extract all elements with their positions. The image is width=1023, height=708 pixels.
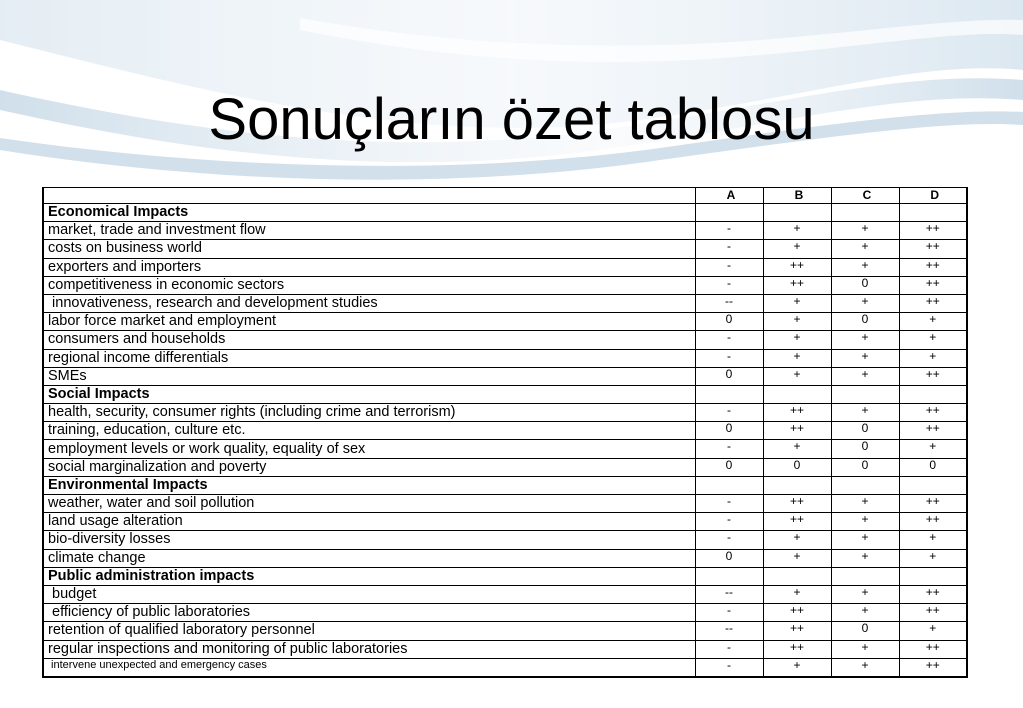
table-row bbox=[43, 604, 967, 622]
value-cell-d: ++ bbox=[899, 658, 967, 677]
table-header-row bbox=[43, 188, 967, 204]
value-cell-b: + bbox=[763, 240, 831, 258]
value-cell-c: 0 bbox=[831, 458, 899, 476]
value-cell-c bbox=[831, 567, 899, 585]
value-cell-b bbox=[763, 204, 831, 222]
value-cell-d: + bbox=[899, 313, 967, 331]
table-row bbox=[43, 440, 967, 458]
value-cell-a: - bbox=[695, 331, 763, 349]
value-cell-d bbox=[899, 385, 967, 403]
value-cell-a: - bbox=[695, 349, 763, 367]
row-label: market, trade and investment flow bbox=[43, 222, 695, 240]
row-label: competitiveness in economic sectors bbox=[43, 276, 695, 294]
value-cell-b: ++ bbox=[763, 513, 831, 531]
value-cell-d: + bbox=[899, 622, 967, 640]
table-row bbox=[43, 367, 967, 385]
value-cell-b: + bbox=[763, 549, 831, 567]
table-row bbox=[43, 222, 967, 240]
section-header-row bbox=[43, 385, 967, 403]
value-cell-a: 0 bbox=[695, 313, 763, 331]
value-cell-d bbox=[899, 476, 967, 494]
section-header-row bbox=[43, 204, 967, 222]
row-label: efficiency of public laboratories bbox=[43, 604, 695, 622]
value-cell-c bbox=[831, 204, 899, 222]
value-cell-c: + bbox=[831, 531, 899, 549]
row-label: bio-diversity losses bbox=[43, 531, 695, 549]
value-cell-c: + bbox=[831, 367, 899, 385]
row-label: consumers and households bbox=[43, 331, 695, 349]
table-row bbox=[43, 513, 967, 531]
value-cell-c: + bbox=[831, 258, 899, 276]
value-cell-c: + bbox=[831, 640, 899, 658]
row-label: labor force market and employment bbox=[43, 313, 695, 331]
header-col-c: C bbox=[831, 188, 899, 204]
value-cell-c bbox=[831, 385, 899, 403]
impact-summary-table bbox=[42, 187, 968, 678]
row-label: budget bbox=[43, 585, 695, 603]
value-cell-b: + bbox=[763, 349, 831, 367]
value-cell-b: + bbox=[763, 294, 831, 312]
row-label: land usage alteration bbox=[43, 513, 695, 531]
value-cell-b: + bbox=[763, 331, 831, 349]
value-cell-a: - bbox=[695, 404, 763, 422]
section-label: Social Impacts bbox=[43, 385, 695, 403]
header-col-a: A bbox=[695, 188, 763, 204]
value-cell-a bbox=[695, 385, 763, 403]
value-cell-d: + bbox=[899, 549, 967, 567]
value-cell-b: ++ bbox=[763, 258, 831, 276]
value-cell-a bbox=[695, 567, 763, 585]
value-cell-d: ++ bbox=[899, 367, 967, 385]
value-cell-b bbox=[763, 567, 831, 585]
value-cell-d: ++ bbox=[899, 276, 967, 294]
table-row bbox=[43, 640, 967, 658]
value-cell-b: ++ bbox=[763, 604, 831, 622]
value-cell-d: ++ bbox=[899, 585, 967, 603]
value-cell-a: - bbox=[695, 640, 763, 658]
header-col-b: B bbox=[763, 188, 831, 204]
value-cell-b: ++ bbox=[763, 422, 831, 440]
row-label: exporters and importers bbox=[43, 258, 695, 276]
value-cell-d: ++ bbox=[899, 258, 967, 276]
table-row bbox=[43, 240, 967, 258]
value-cell-a: - bbox=[695, 240, 763, 258]
value-cell-a: 0 bbox=[695, 458, 763, 476]
value-cell-d bbox=[899, 204, 967, 222]
row-label: weather, water and soil pollution bbox=[43, 495, 695, 513]
value-cell-a: - bbox=[695, 440, 763, 458]
value-cell-b: ++ bbox=[763, 404, 831, 422]
table-row bbox=[43, 549, 967, 567]
value-cell-c: 0 bbox=[831, 313, 899, 331]
value-cell-b: ++ bbox=[763, 276, 831, 294]
value-cell-d: ++ bbox=[899, 240, 967, 258]
header-blank-cell bbox=[43, 188, 695, 204]
table-row bbox=[43, 276, 967, 294]
row-label: regional income differentials bbox=[43, 349, 695, 367]
value-cell-b: + bbox=[763, 585, 831, 603]
value-cell-c: 0 bbox=[831, 422, 899, 440]
value-cell-d: ++ bbox=[899, 495, 967, 513]
value-cell-d: ++ bbox=[899, 640, 967, 658]
row-label: social marginalization and poverty bbox=[43, 458, 695, 476]
value-cell-b bbox=[763, 385, 831, 403]
value-cell-a: - bbox=[695, 658, 763, 677]
table-row bbox=[43, 422, 967, 440]
value-cell-a: 0 bbox=[695, 549, 763, 567]
value-cell-d: ++ bbox=[899, 604, 967, 622]
row-label: innovativeness, research and development studies bbox=[43, 294, 695, 312]
value-cell-c: 0 bbox=[831, 440, 899, 458]
section-header-row bbox=[43, 476, 967, 494]
value-cell-b: + bbox=[763, 367, 831, 385]
row-label: SMEs bbox=[43, 367, 695, 385]
value-cell-d: ++ bbox=[899, 422, 967, 440]
table-row bbox=[43, 331, 967, 349]
section-label: Public administration impacts bbox=[43, 567, 695, 585]
value-cell-b: + bbox=[763, 658, 831, 677]
value-cell-b: + bbox=[763, 531, 831, 549]
value-cell-b: + bbox=[763, 440, 831, 458]
table-row bbox=[43, 531, 967, 549]
row-label: retention of qualified laboratory personnel bbox=[43, 622, 695, 640]
value-cell-c: + bbox=[831, 240, 899, 258]
value-cell-d bbox=[899, 567, 967, 585]
value-cell-a: - bbox=[695, 604, 763, 622]
value-cell-a: - bbox=[695, 495, 763, 513]
value-cell-d: 0 bbox=[899, 458, 967, 476]
section-label: Environmental Impacts bbox=[43, 476, 695, 494]
value-cell-c: + bbox=[831, 549, 899, 567]
value-cell-c: 0 bbox=[831, 276, 899, 294]
table-row bbox=[43, 658, 967, 677]
row-label: regular inspections and monitoring of public laboratories bbox=[43, 640, 695, 658]
table-row bbox=[43, 622, 967, 640]
row-label: intervene unexpected and emergency cases bbox=[43, 658, 695, 677]
value-cell-d: ++ bbox=[899, 513, 967, 531]
value-cell-a: 0 bbox=[695, 422, 763, 440]
value-cell-b: ++ bbox=[763, 622, 831, 640]
value-cell-c: + bbox=[831, 658, 899, 677]
section-header-row bbox=[43, 567, 967, 585]
value-cell-a: - bbox=[695, 531, 763, 549]
value-cell-a: -- bbox=[695, 294, 763, 312]
value-cell-c: + bbox=[831, 513, 899, 531]
value-cell-a: 0 bbox=[695, 367, 763, 385]
value-cell-b: + bbox=[763, 313, 831, 331]
header-col-d: D bbox=[899, 188, 967, 204]
value-cell-c: + bbox=[831, 604, 899, 622]
table-row bbox=[43, 258, 967, 276]
value-cell-a: - bbox=[695, 258, 763, 276]
value-cell-c: + bbox=[831, 585, 899, 603]
value-cell-c bbox=[831, 476, 899, 494]
value-cell-b: + bbox=[763, 222, 831, 240]
value-cell-b bbox=[763, 476, 831, 494]
slide-title: Sonuçların özet tablosu bbox=[208, 87, 815, 152]
value-cell-a: - bbox=[695, 222, 763, 240]
value-cell-a: - bbox=[695, 513, 763, 531]
value-cell-a: -- bbox=[695, 622, 763, 640]
table-row bbox=[43, 404, 967, 422]
value-cell-c: + bbox=[831, 495, 899, 513]
value-cell-d: + bbox=[899, 331, 967, 349]
table-row bbox=[43, 458, 967, 476]
table-row bbox=[43, 294, 967, 312]
value-cell-c: + bbox=[831, 294, 899, 312]
table-row bbox=[43, 495, 967, 513]
value-cell-a: - bbox=[695, 276, 763, 294]
value-cell-d: + bbox=[899, 531, 967, 549]
value-cell-d: ++ bbox=[899, 404, 967, 422]
value-cell-d: + bbox=[899, 440, 967, 458]
value-cell-c: + bbox=[831, 349, 899, 367]
table-row bbox=[43, 585, 967, 603]
value-cell-d: + bbox=[899, 349, 967, 367]
value-cell-a: -- bbox=[695, 585, 763, 603]
value-cell-a bbox=[695, 204, 763, 222]
row-label: climate change bbox=[43, 549, 695, 567]
value-cell-c: 0 bbox=[831, 622, 899, 640]
row-label: health, security, consumer rights (including crime and terrorism) bbox=[43, 404, 695, 422]
row-label: costs on business world bbox=[43, 240, 695, 258]
value-cell-c: + bbox=[831, 222, 899, 240]
section-label: Economical Impacts bbox=[43, 204, 695, 222]
table-row bbox=[43, 349, 967, 367]
value-cell-b: 0 bbox=[763, 458, 831, 476]
value-cell-d: ++ bbox=[899, 294, 967, 312]
value-cell-c: + bbox=[831, 404, 899, 422]
row-label: employment levels or work quality, equality of sex bbox=[43, 440, 695, 458]
value-cell-b: ++ bbox=[763, 640, 831, 658]
value-cell-c: + bbox=[831, 331, 899, 349]
value-cell-b: ++ bbox=[763, 495, 831, 513]
row-label: training, education, culture etc. bbox=[43, 422, 695, 440]
value-cell-d: ++ bbox=[899, 222, 967, 240]
table-row bbox=[43, 313, 967, 331]
value-cell-a bbox=[695, 476, 763, 494]
